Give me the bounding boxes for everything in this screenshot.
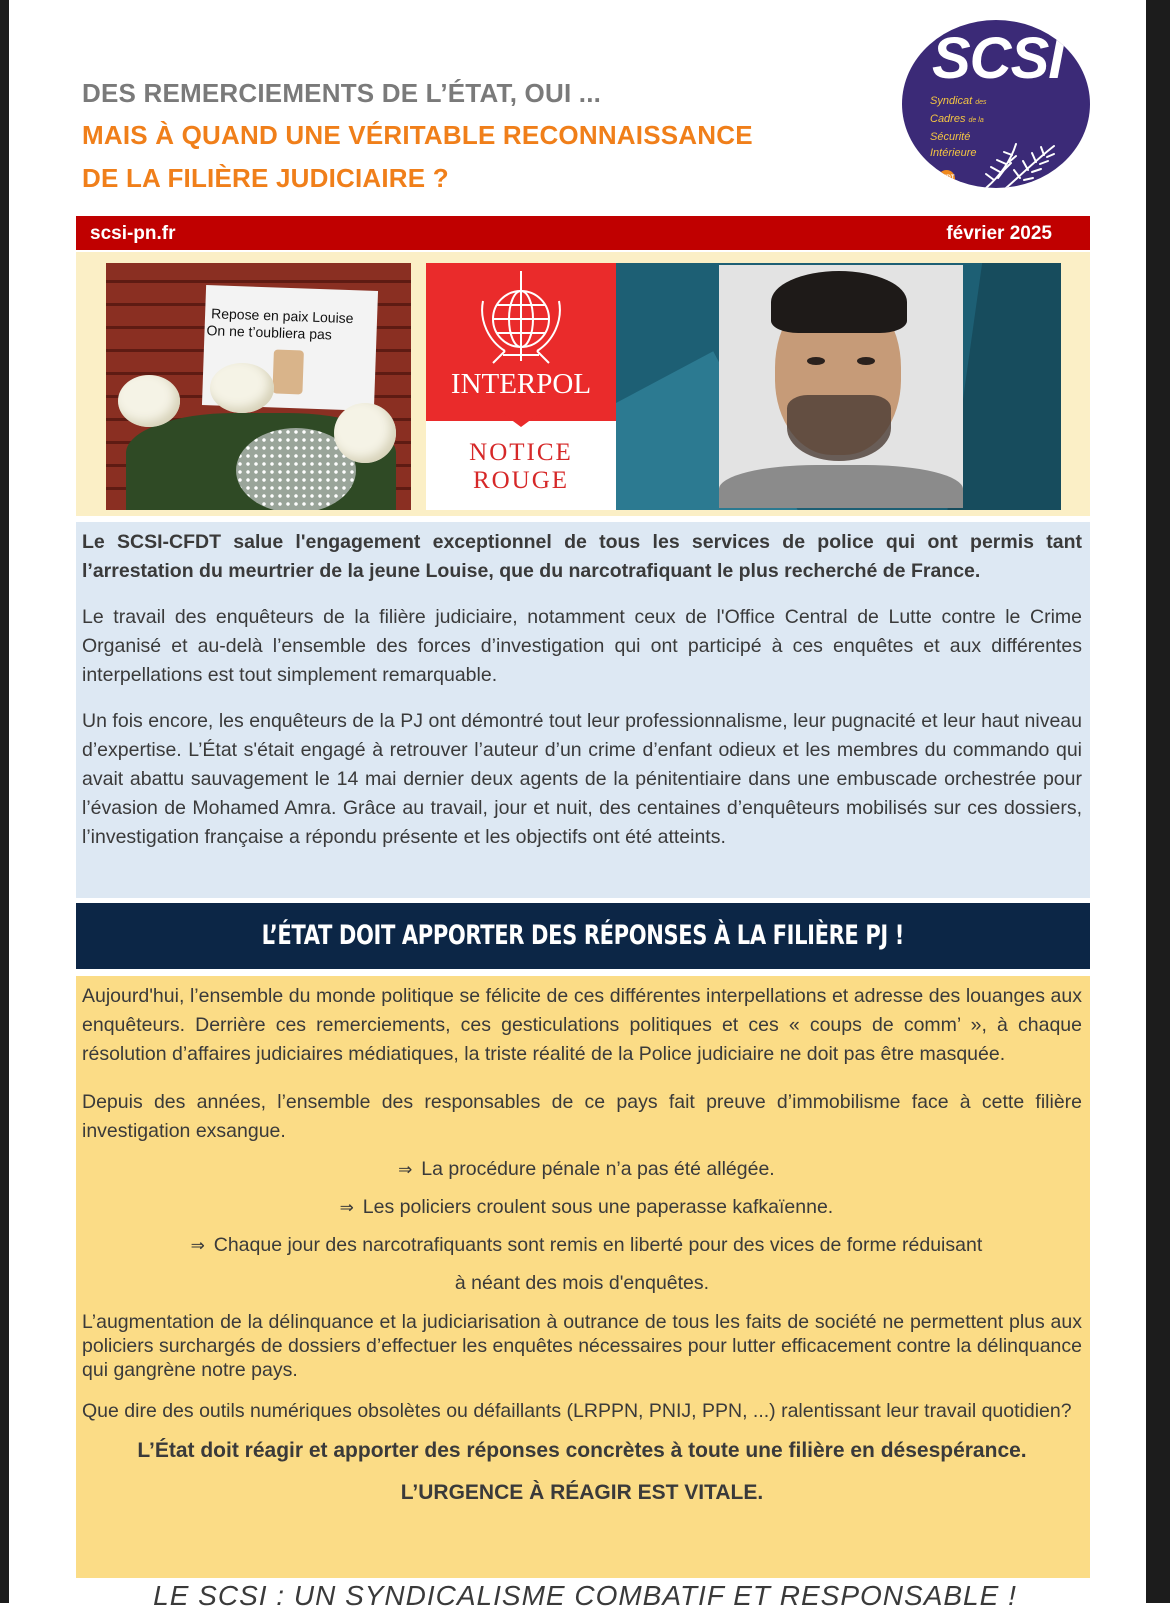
paragraph: Le travail des enquêteurs de la filière judiciaire, notamment ceux de l'Office Central de Lutte contre le Crime Organisé et au-delà l’ensemble des forces d’investigation qui ont participé à ces enquêtes et aux différentes interpellations est tout simplement remarquable. — [82, 606, 1082, 686]
memorial-note-line-2: On ne t’oubliera pas — [206, 322, 333, 343]
lead-paragraph: Le SCSI-CFDT salue l'engagement exceptionnel de tous les services de police qui ont permis tant l’arrestation du meurtrier de la jeune Louise, que du narcotrafiquant le plus recherché de France. — [82, 531, 1082, 582]
section-blue — [76, 522, 1090, 898]
interpol-notch — [502, 413, 540, 427]
rouge-label: ROUGE — [472, 467, 570, 494]
callout: L’État doit réagir et apporter des réponses concrètes à toute une filière en désespérance. — [137, 1439, 1027, 1462]
memorial-photo — [106, 263, 411, 510]
callout-urgent: L’URGENCE À RÉAGIR EST VITALE. — [400, 1481, 764, 1504]
wheat-icon — [976, 140, 1066, 188]
scsi-logo — [902, 20, 1090, 188]
cfdt-badge: CFDT — [938, 170, 955, 187]
shirt — [719, 465, 963, 508]
white-rose — [210, 363, 274, 413]
eye — [857, 357, 875, 365]
paragraph: Depuis des années, l’ensemble des responsables de ce pays fait preuve d’immobilisme face à cette filière investigation exsangue. — [82, 1091, 1082, 1142]
paragraph: Aujourd'hui, l’ensemble du monde politique se félicite de ces différentes interpellations et adresse des louanges aux enquêteurs. Derrière ces remerciements, ces gesticulations politiques et ces « coups de comm’ », à chaque résolution d’affaires judiciaires médiatiques, la triste réalité de la Police judiciaire ne doit pas être masquée. — [82, 985, 1082, 1065]
notice-label: NOTICE — [469, 439, 573, 466]
mugshot-photo — [719, 265, 963, 508]
site-date-band — [76, 216, 1090, 250]
footer-slogan: LE SCSI : UN SYNDICALISME COMBATIF ET RESPONSABLE ! — [153, 1580, 1017, 1611]
arrow-icon: ⇒ — [339, 1198, 354, 1218]
interpol-red-notice — [426, 263, 616, 510]
section-yellow — [76, 976, 1090, 1578]
bullet-item-continued: à néant des mois d'enquêtes. — [454, 1272, 710, 1294]
paragraph: L’augmentation de la délinquance et la judiciarisation à outrance de tous les faits de société ne permettent plus aux policiers surchargés de dossiers d’effectuer les enquêtes nécessaires pour lutter efficacement contre la délinquance qui gangrène notre pays. — [82, 1311, 1082, 1381]
bullet-item: ⇒ Chaque jour des narcotrafiquants sont remis en liberté pour des vices de forme réduisant — [82, 1231, 1082, 1261]
eye — [807, 357, 825, 365]
memorial-note-line-1: Repose en paix Louise — [210, 305, 354, 327]
arrow-icon: ⇒ — [190, 1236, 205, 1256]
white-rose — [334, 403, 396, 463]
headline-line-1: DES REMERCIEMENTS DE L’ÉTAT, OUI ... — [82, 78, 602, 108]
girl-portrait — [272, 349, 304, 394]
publication-date: février 2025 — [946, 223, 1052, 244]
bullet-item: ⇒ La procédure pénale n’a pas été allégée. — [82, 1155, 1082, 1185]
right-frame-edge — [1146, 0, 1170, 1603]
left-frame-edge — [0, 0, 9, 1603]
headline-line-3: DE LA FILIÈRE JUDICIAIRE ? — [82, 163, 449, 193]
section-heading: L’ÉTAT DOIT APPORTER DES RÉPONSES À LA FILIÈRE PJ ! — [76, 903, 1090, 969]
arrow-icon: ⇒ — [398, 1160, 413, 1180]
paragraph: Un fois encore, les enquêteurs de la PJ ont démontré tout leur professionnalisme, leur pugnacité et leur haut niveau d’expertise. L’État s'était engagé à retrouver l’auteur d’un crime d’enfant odieux et les membres du commando qui avait abattu sauvagement le 14 mai dernier deux agents de la pénitentiaire dans une embuscade orchestrée pour l’évasion de Mohamed Amra. Grâce au travail, jour et nuit, des centaines d’enquêteurs mobilisés sur ces dossiers, l’investigation française a répondu présente et les objectifs ont été atteints. — [82, 710, 1082, 848]
paragraph: Que dire des outils numériques obsolètes ou défaillants (LRPPN, PNIJ, PPN, ...) ralentissant leur travail quotidien? — [82, 1400, 1072, 1422]
beard — [787, 395, 891, 461]
bullet-item: ⇒ Les policiers croulent sous une paperasse kafkaïenne. — [82, 1193, 1082, 1223]
headline-line-2: MAIS À QUAND UNE VÉRITABLE RECONNAISSANCE — [82, 120, 753, 150]
interpol-name: INTERPOL — [450, 368, 592, 400]
logo-name: SCSI — [932, 26, 1064, 91]
site-url: scsi-pn.fr — [90, 223, 176, 244]
logo-subtitle: Syndicat des Cadres de la Sécurité Intérieure — [930, 95, 987, 159]
white-rose — [118, 375, 180, 427]
hair — [771, 271, 907, 333]
interpol-emblem-icon — [475, 271, 567, 367]
